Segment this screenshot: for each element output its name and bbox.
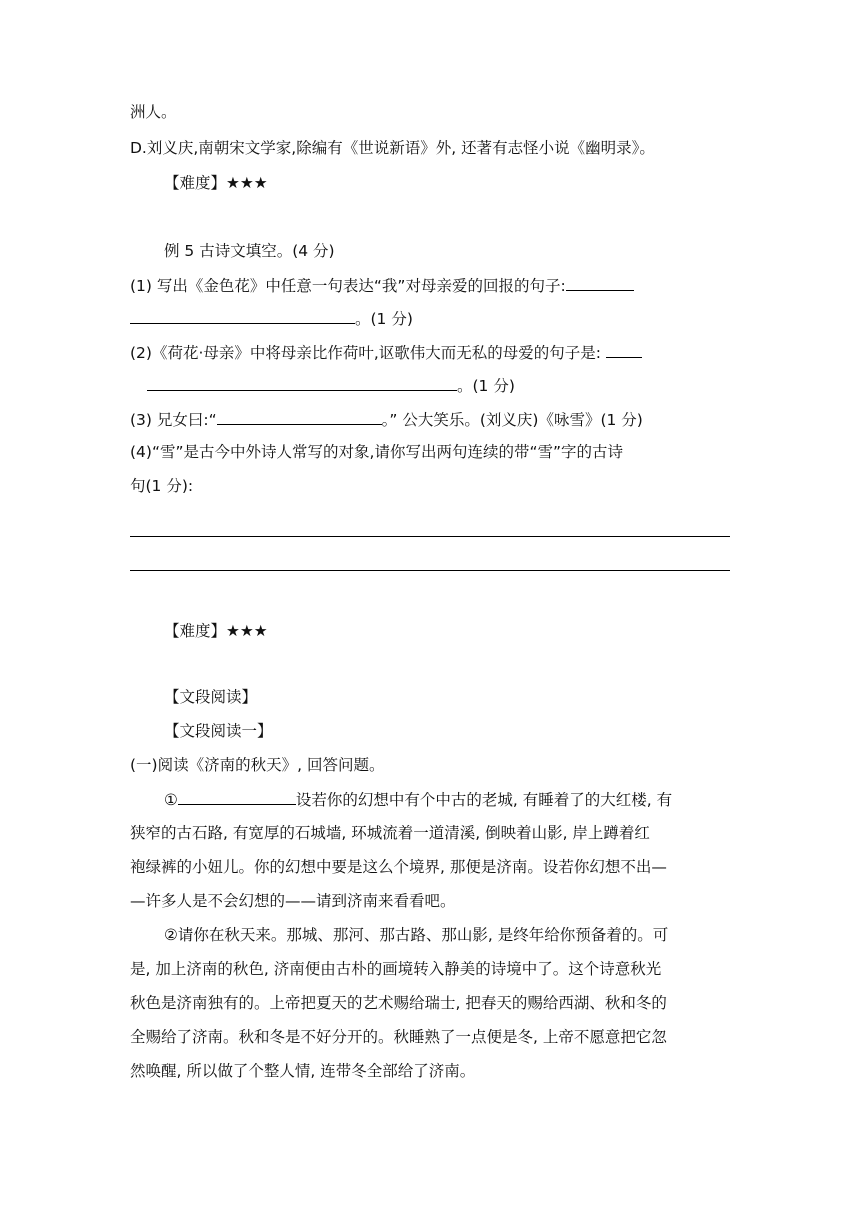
paragraph-2-line5: 然唤醒, 所以做了个整人情, 连带冬全部给了济南。	[130, 1062, 476, 1080]
paragraph-1-text: 设若你的幻想中有个中古的老城, 有睡着了的大红楼, 有	[295, 791, 673, 809]
question-2-prompt: (2)《荷花·母亲》中将母亲比作荷叶,讴歌伟大而无私的母爱的句子是:	[130, 344, 606, 362]
difficulty-rating-2: 【难度】★★★	[164, 622, 268, 640]
question-1-prompt: (1) 写出《金色花》中任意一句表达“我”对母亲爱的回报的句子:	[130, 277, 566, 295]
paragraph-1-line1	[164, 788, 672, 811]
question-4-line2: 句(1 分):	[130, 477, 194, 495]
answer-line-2[interactable]	[130, 570, 730, 571]
difficulty-rating: 【难度】★★★	[164, 174, 268, 192]
example-5-title: 例 5 古诗文填空。(4 分)	[164, 242, 335, 260]
continued-text: 洲人。	[130, 103, 177, 121]
paragraph-2-line3: 秋色是济南独有的。上帝把夏天的艺术赐给瑞士, 把春天的赐给西湖、秋和冬的	[130, 994, 667, 1012]
question-2-line2	[147, 374, 515, 397]
paragraph-1-line2: 狭窄的古石路, 有宽厚的石城墙, 环城流着一道清溪, 倒映着山影, 岸上蹲着红	[130, 824, 650, 842]
paragraph-1-marker: ①	[164, 791, 178, 809]
paragraph-2-line1: ②请你在秋天来。那城、那河、那古路、那山影, 是终年给你预备着的。可	[164, 926, 669, 944]
option-d-text: D.刘义庆,南朝宋文学家,除编有《世说新语》外, 还著有志怪小说《幽明录》。	[130, 139, 655, 157]
answer-blank-2b[interactable]	[147, 374, 457, 391]
question-3-prompt: (3) 兄女曰:“	[130, 411, 217, 429]
answer-blank-3[interactable]	[217, 408, 382, 425]
question-4-line1: (4)“雪”是古今中外诗人常写的对象,请你写出两句连续的带“雪”字的古诗	[130, 443, 624, 461]
paragraph-2-line2: 是, 加上济南的秋色, 济南便由古朴的画境转入静美的诗境中了。这个诗意秋光	[130, 960, 662, 978]
answer-blank-p1[interactable]	[178, 788, 296, 805]
question-3-source: 。” 公大笑乐。(刘义庆)《咏雪》(1 分)	[381, 411, 643, 429]
paragraph-2-line4: 全赐给了济南。秋和冬是不好分开的。秋睡熟了一点便是冬, 上帝不愿意把它忽	[130, 1028, 667, 1046]
answer-blank-1b[interactable]	[130, 307, 355, 324]
question-2-line1	[130, 341, 642, 364]
question-2-points: 。(1 分)	[457, 377, 515, 395]
answer-line-1[interactable]	[130, 536, 730, 537]
answer-blank-1a[interactable]	[566, 274, 634, 291]
question-1-points: 。(1 分)	[355, 310, 413, 328]
section-heading-reading-1: 【文段阅读一】	[164, 722, 273, 740]
paragraph-1-line4: —许多人是不会幻想的——请到济南来看看吧。	[130, 892, 456, 910]
paragraph-1-line3: 袍绿裤的小妞儿。你的幻想中要是这么个境界, 那便是济南。设若你幻想不出—	[130, 858, 667, 876]
section-heading-reading: 【文段阅读】	[164, 688, 258, 706]
question-1-line2	[130, 307, 413, 330]
reading-instruction: (一)阅读《济南的秋天》, 回答问题。	[130, 756, 385, 774]
answer-blank-2a[interactable]	[606, 341, 642, 358]
question-3-line	[130, 408, 643, 431]
question-1-line1	[130, 274, 634, 297]
